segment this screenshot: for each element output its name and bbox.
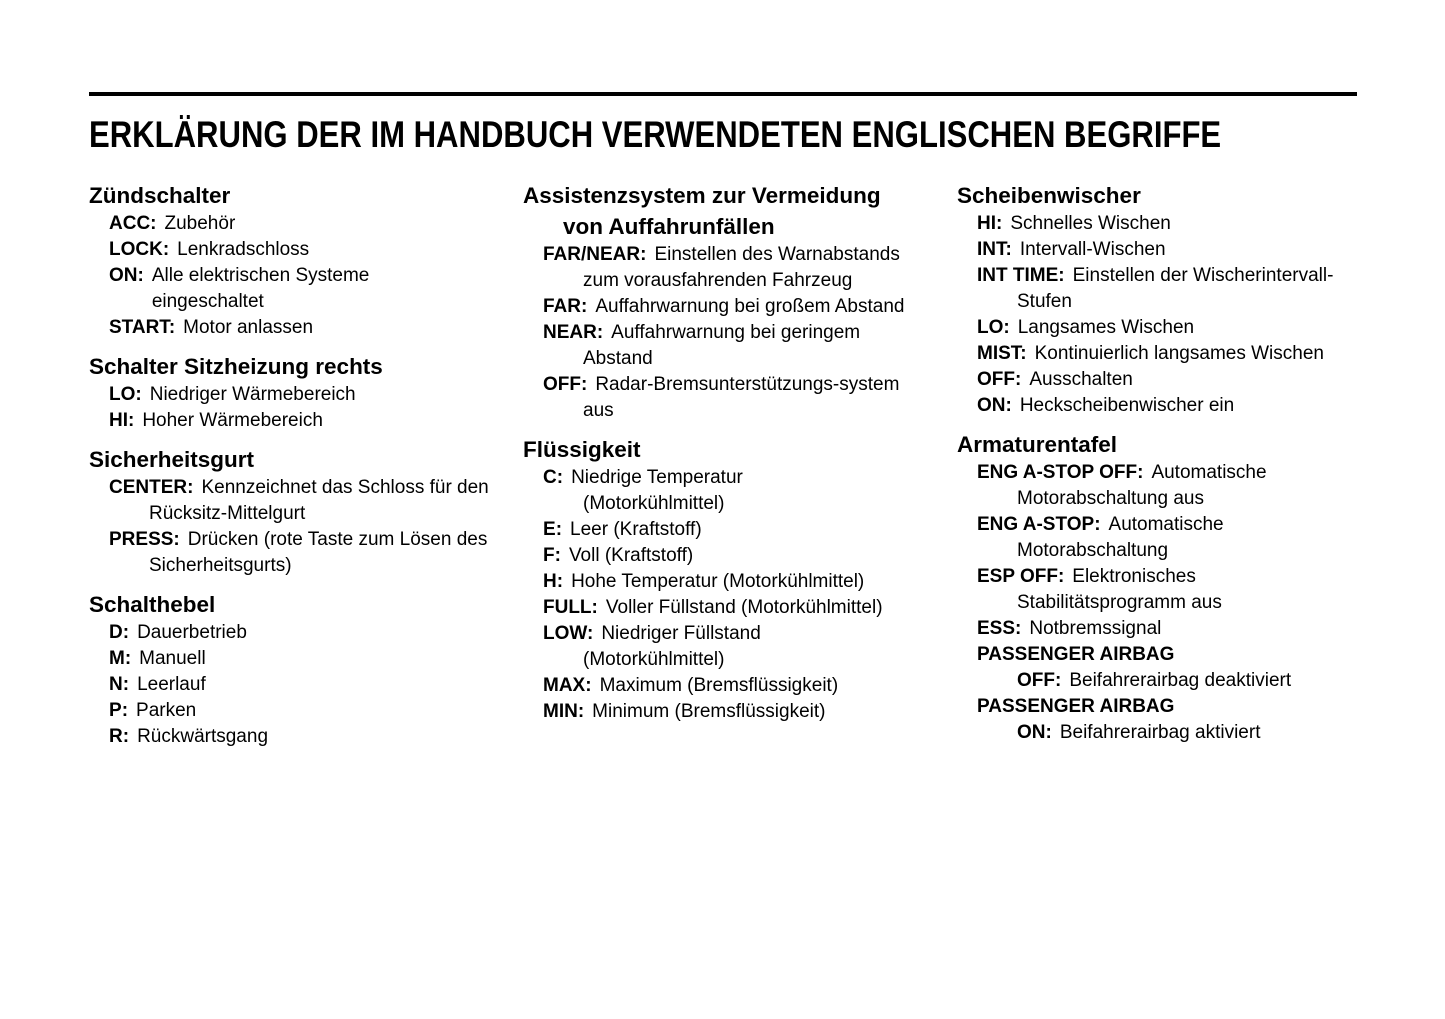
section-scheibenwischer <box>957 180 1367 419</box>
glossary-entry: M: Manuell <box>109 648 206 669</box>
entry-description: Maximum (Bremsflüssigkeit) <box>599 675 839 696</box>
entry-description: Auffahrwarnung bei großem Abstand <box>595 296 905 317</box>
entry-description: Hoher Wärmebereich <box>142 410 323 431</box>
glossary-entry: NEAR: Auffahrwarnung bei geringem Abstand <box>543 322 861 369</box>
entry-term: ESP OFF <box>977 566 1058 587</box>
section-heading <box>523 180 933 242</box>
glossary-entry: MAX: Maximum (Bremsflüssigkeit) <box>543 675 839 696</box>
glossary-entry: OFF: Radar-Bremsunterstützungs-system aus <box>543 374 900 421</box>
entry-description: Drücken (rote Taste zum Lösen des Sicherheitsgurts) <box>149 529 488 576</box>
glossary-entry: ACC: Zubehör <box>109 213 236 234</box>
glossary-entry: FAR: Auffahrwarnung bei großem Abstand <box>543 296 905 317</box>
entry-term: HI <box>109 410 128 431</box>
entry-description: Dauerbetrieb <box>137 622 247 643</box>
entry-term: FULL <box>543 597 592 618</box>
glossary-entry: INT: Intervall-Wischen <box>977 239 1166 260</box>
entry-description: Auffahrwarnung bei geringem Abstand <box>583 322 861 369</box>
entry-description: Hohe Temperatur (Motorkühlmittel) <box>571 571 865 592</box>
glossary-entry: PASSENGER AIRBAG OFF: Beifahrerairbag deaktiviert <box>977 644 1292 691</box>
glossary-entry: MIN: Minimum (Bremsflüssigkeit) <box>543 701 826 722</box>
entry-term: FAR/NEAR <box>543 244 641 265</box>
page-title: ERKLÄRUNG DER IM HANDBUCH VERWENDETEN ENGLISCHEN BEGRIFFE <box>89 114 1222 155</box>
section-heading: Flüssigkeit <box>523 437 641 462</box>
entry-description: Parken <box>136 700 197 721</box>
section-assistenzsystem <box>523 180 933 424</box>
entry-term: NEAR <box>543 322 597 343</box>
entry-term: M <box>109 648 125 669</box>
entry-term: OFF <box>543 374 581 395</box>
entry-term: C <box>543 467 557 488</box>
entry-term: PRESS <box>109 529 174 550</box>
entry-term: PASSENGER AIRBAG ON <box>977 696 1175 743</box>
entry-description: Heckscheibenwischer ein <box>1019 395 1235 416</box>
entry-description: Kennzeichnet das Schloss für den Rücksitz-Mittelgurt <box>149 477 489 524</box>
glossary-entry: PRESS: Drücken (rote Taste zum Lösen des Sicherheitsgurts) <box>109 529 488 576</box>
entry-term: PASSENGER AIRBAG OFF <box>977 644 1175 691</box>
glossary-entry: R: Rückwärtsgang <box>109 726 269 747</box>
glossary-entry: LO: Niedriger Wärmebereich <box>109 384 356 405</box>
entry-description: Automatische Motorabschaltung aus <box>1017 462 1267 509</box>
section-heading-line-1: Assistenzsystem zur Vermeidung <box>523 183 881 208</box>
glossary-entry: CENTER: Kennzeichnet das Schloss für den Rücksitz-Mittelgurt <box>109 477 489 524</box>
section-heading: Zündschalter <box>89 183 231 208</box>
entry-description: Radar-Bremsunterstützungs-system aus <box>583 374 900 421</box>
entry-description: Beifahrerairbag aktiviert <box>1059 722 1261 743</box>
glossary-entry: FULL: Voller Füllstand (Motorkühlmittel) <box>543 597 883 618</box>
entry-description: Elektronisches Stabilitätsprogramm aus <box>1017 566 1222 613</box>
glossary-entry: N: Leerlauf <box>109 674 206 695</box>
section-schalter-sitzheizung-rechts <box>89 351 499 434</box>
glossary-entry: C: Niedrige Temperatur (Motorkühlmittel) <box>543 467 743 514</box>
entry-term: OFF <box>977 369 1015 390</box>
section-zuendschalter <box>89 180 499 341</box>
entry-term: ON <box>977 395 1006 416</box>
section-sicherheitsgurt <box>89 444 499 579</box>
entry-description: Leerlauf <box>137 674 206 695</box>
glossary-entry: E: Leer (Kraftstoff) <box>543 519 702 540</box>
glossary-entry: LO: Langsames Wischen <box>977 317 1195 338</box>
entry-description: Motor anlassen <box>183 317 314 338</box>
entry-term: LO <box>977 317 1004 338</box>
glossary-entry: ESS: Notbremssignal <box>977 618 1162 639</box>
entry-term: MAX <box>543 675 586 696</box>
entry-description: Notbremssignal <box>1029 618 1162 639</box>
entry-description: Kontinuierlich langsames Wischen <box>1034 343 1324 364</box>
entry-description: Alle elektrischen Systeme eingeschaltet <box>151 265 370 312</box>
entry-description: Einstellen der Wischerintervall-Stufen <box>1017 265 1334 312</box>
glossary-entry: ENG A-STOP: Automatische Motorabschaltung <box>977 514 1224 561</box>
entry-description: Niedriger Wärmebereich <box>149 384 356 405</box>
entry-description: Voll (Kraftstoff) <box>568 545 694 566</box>
section-heading: Sicherheitsgurt <box>89 447 255 472</box>
entry-term: D <box>109 622 123 643</box>
glossary-entry: HI: Hoher Wärmebereich <box>109 410 323 431</box>
section-heading-line-2: von Auffahrunfällen <box>563 214 775 239</box>
entry-description: Langsames Wischen <box>1017 317 1195 338</box>
entry-description: Einstellen des Warnabstands zum vorausfahrenden Fahrzeug <box>583 244 900 291</box>
top-divider-rule <box>89 92 1357 96</box>
entry-term: ENG A-STOP <box>977 514 1095 535</box>
entry-description: Schnelles Wischen <box>1010 213 1171 234</box>
glossary-column-1 <box>89 180 499 760</box>
glossary-entry: LOCK: Lenkradschloss <box>109 239 310 260</box>
entry-description: Voller Füllstand (Motorkühlmittel) <box>605 597 883 618</box>
section-heading: Armaturentafel <box>957 432 1118 457</box>
section-heading: Scheibenwischer <box>957 183 1141 208</box>
entry-description: Niedrige Temperatur (Motorkühlmittel) <box>571 467 743 514</box>
glossary-entry: ON: Heckscheibenwischer ein <box>977 395 1235 416</box>
glossary-entry: LOW: Niedriger Füllstand (Motorkühlmittel) <box>543 623 761 670</box>
entry-term: ON <box>109 265 138 286</box>
entry-term: N <box>109 674 123 695</box>
entry-term: R <box>109 726 123 747</box>
entry-description: Manuell <box>139 648 206 669</box>
glossary-entry: FAR/NEAR: Einstellen des Warnabstands zum vorausfahrenden Fahrzeug <box>543 244 900 291</box>
entry-term: F <box>543 545 555 566</box>
entry-term: MIST <box>977 343 1021 364</box>
glossary-entry: HI: Schnelles Wischen <box>977 213 1171 234</box>
glossary-column-3 <box>957 180 1367 756</box>
glossary-column-2 <box>523 180 933 735</box>
entry-term: ESS <box>977 618 1016 639</box>
section-fluessigkeit <box>523 434 933 725</box>
section-heading: Schalthebel <box>89 592 216 617</box>
entry-term: HI <box>977 213 996 234</box>
glossary-entry: PASSENGER AIRBAG ON: Beifahrerairbag aktiviert <box>977 696 1261 743</box>
entry-description: Ausschalten <box>1029 369 1133 390</box>
glossary-entry: ON: Alle elektrischen Systeme eingeschaltet <box>89 263 499 315</box>
entry-term: INT TIME <box>977 265 1059 286</box>
entry-term: LOCK <box>109 239 163 260</box>
glossary-entry: MIST: Kontinuierlich langsames Wischen <box>977 343 1324 364</box>
entry-description: Minimum (Bremsflüssigkeit) <box>592 701 826 722</box>
section-heading: Schalter Sitzheizung rechts <box>89 354 383 379</box>
entry-description: Niedriger Füllstand (Motorkühlmittel) <box>583 623 761 670</box>
glossary-entry: ESP OFF: Elektronisches Stabilitätsprogramm aus <box>977 566 1222 613</box>
entry-term: MIN <box>543 701 578 722</box>
entry-term: START <box>109 317 169 338</box>
entry-term: ACC <box>109 213 151 234</box>
entry-term: INT <box>977 239 1006 260</box>
entry-description: Beifahrerairbag deaktiviert <box>1069 670 1292 691</box>
entry-term: FAR <box>543 296 581 317</box>
glossary-entry: START: Motor anlassen <box>109 317 314 338</box>
section-armaturentafel <box>957 429 1367 746</box>
glossary-entry: INT TIME: Einstellen der Wischerintervall-Stufen <box>977 265 1334 312</box>
glossary-entry: H: Hohe Temperatur (Motorkühlmittel) <box>543 571 865 592</box>
entry-term: E <box>543 519 556 540</box>
glossary-entry: D: Dauerbetrieb <box>109 622 247 643</box>
entry-description: Intervall-Wischen <box>1019 239 1166 260</box>
entry-term: P <box>109 700 122 721</box>
glossary-entry: F: Voll (Kraftstoff) <box>543 545 694 566</box>
entry-description: Rückwärtsgang <box>137 726 269 747</box>
entry-description: Leer (Kraftstoff) <box>570 519 702 540</box>
entry-term: ENG A-STOP OFF <box>977 462 1138 483</box>
entry-description: Lenkradschloss <box>177 239 310 260</box>
entry-description: Zubehör <box>164 213 236 234</box>
glossary-entry: P: Parken <box>109 700 197 721</box>
glossary-entry: OFF: Ausschalten <box>977 369 1133 390</box>
entry-term: LO <box>109 384 136 405</box>
glossary-entry: ENG A-STOP OFF: Automatische Motorabschaltung aus <box>977 462 1267 509</box>
entry-term: H <box>543 571 557 592</box>
entry-term: LOW <box>543 623 587 644</box>
entry-term: CENTER <box>109 477 188 498</box>
entry-description: Automatische Motorabschaltung <box>1017 514 1224 561</box>
section-schalthebel <box>89 589 499 750</box>
